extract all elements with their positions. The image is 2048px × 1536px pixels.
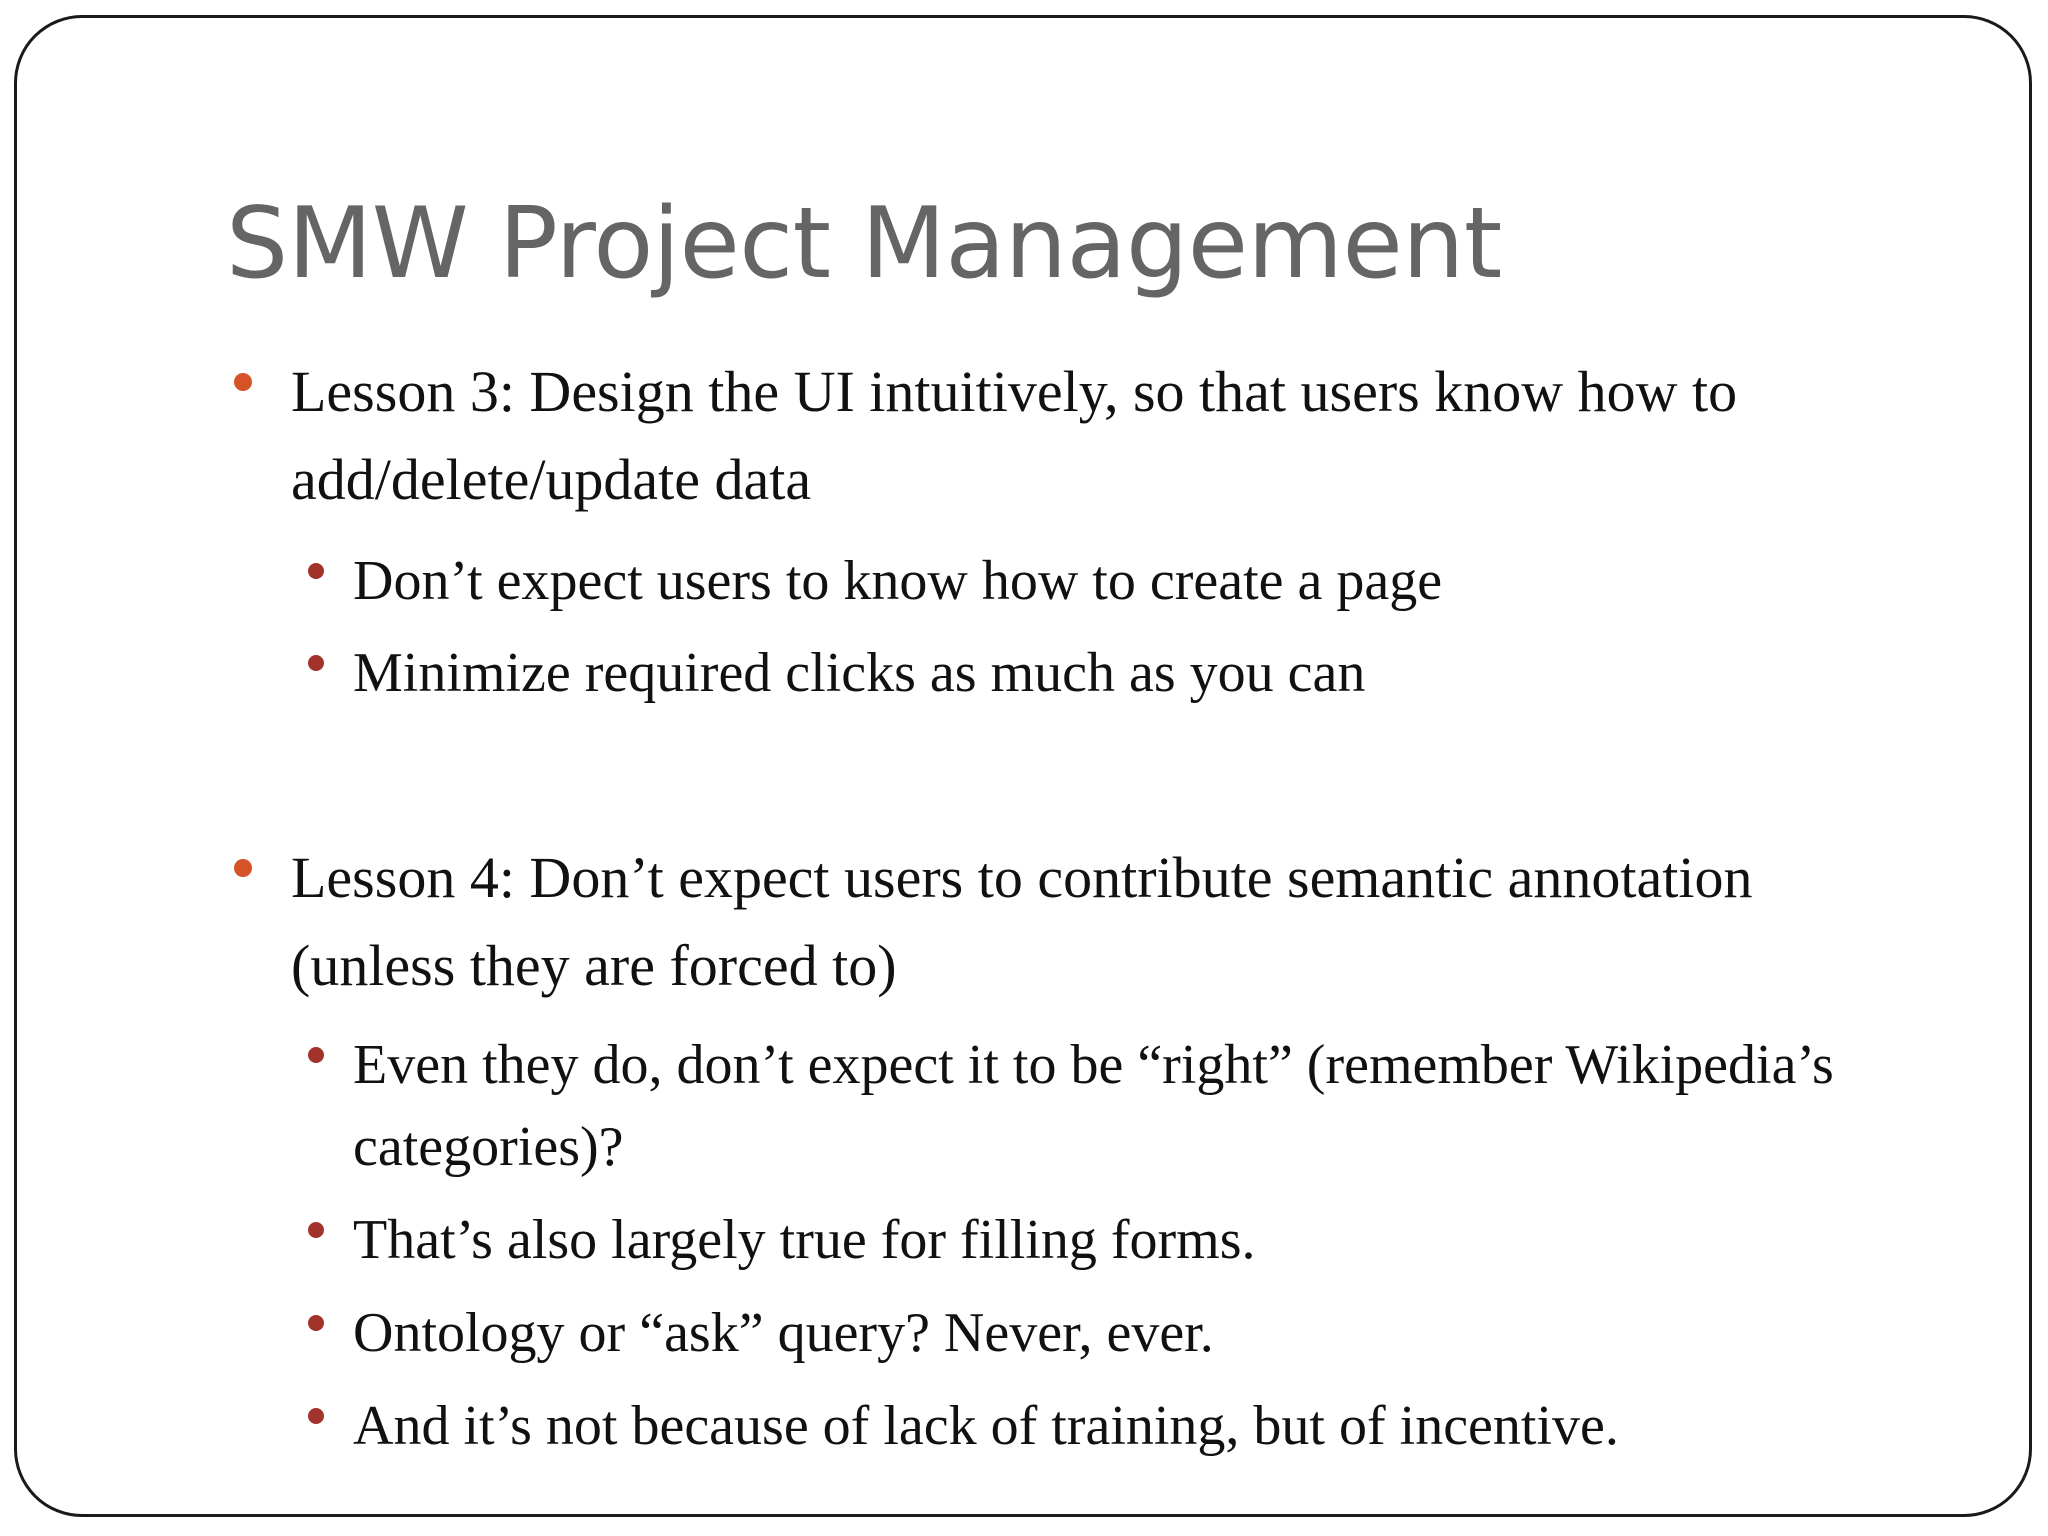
bullet-icon <box>308 1047 324 1063</box>
lesson-4-text: Lesson 4: Don’t expect users to contribute semantic annotation (unless they are forced to) <box>291 845 1753 998</box>
bullet-icon <box>234 373 252 391</box>
bullet-icon <box>308 655 324 671</box>
lesson-3-subitem-1: Don’t expect users to know how to create a page <box>353 550 1443 612</box>
lesson-3-subitem-2: Minimize required clicks as much as you can <box>353 642 1366 704</box>
slide-frame <box>14 15 2032 1517</box>
slide-content <box>17 18 2029 1514</box>
lesson-4-subitem-2: That’s also largely true for filling forms. <box>353 1209 1256 1271</box>
lesson-4-subitem-3: Ontology or “ask” query? Never, ever. <box>353 1302 1214 1364</box>
bullet-icon <box>308 1315 324 1331</box>
bullet-icon <box>308 1222 324 1238</box>
bullet-icon <box>308 563 324 579</box>
bullet-icon <box>234 859 252 877</box>
lesson-4-subitem-4: And it’s not because of lack of training, but of incentive. <box>353 1395 1619 1457</box>
lesson-4-subitem-1: Even they do, don’t expect it to be “right” (remember Wikipedia’s categories)? <box>353 1034 1834 1178</box>
lesson-3-text: Lesson 3: Design the UI intuitively, so that users know how to add/delete/update data <box>291 359 1738 512</box>
slide-title: SMW Project Management <box>226 187 1502 301</box>
bullet-icon <box>308 1408 324 1424</box>
